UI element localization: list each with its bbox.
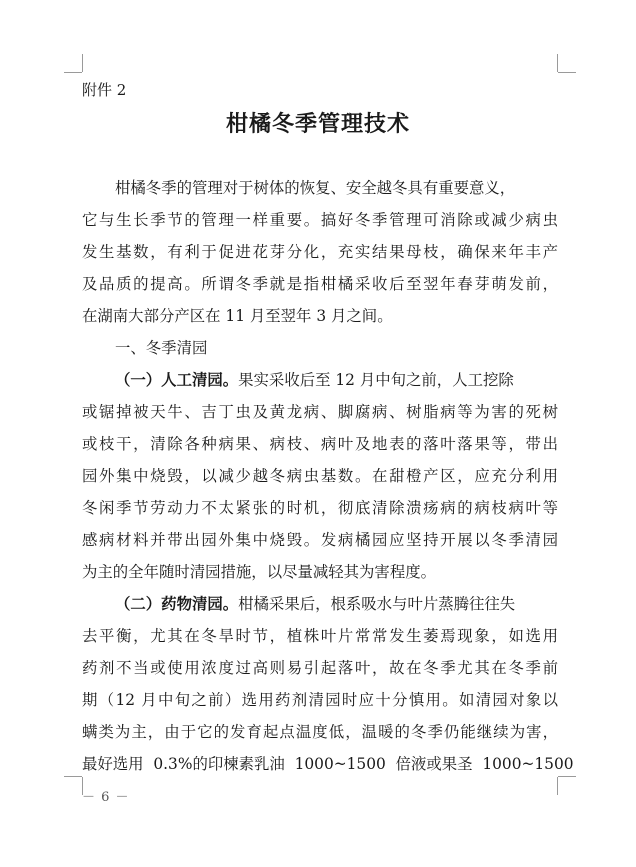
section-heading: 一、冬季清园 bbox=[115, 339, 208, 357]
subsection-2-line: 期（12 月中旬之前）选用药剂清园时应十分慎用。如清园对象以 bbox=[82, 691, 558, 709]
subsection-2-line: 螨类为主，由于它的发育起点温度低，温暖的冬季仍能继续为害， bbox=[82, 723, 558, 741]
subsection-2-first-line bbox=[82, 594, 558, 616]
subsection-1-line: 或锯掉被天牛、吉丁虫及黄龙病、脚腐病、树脂病等为害的死树 bbox=[82, 403, 558, 421]
subsection-1-line: 园外集中烧毁，以减少越冬病虫基数。在甜橙产区，应充分利用 bbox=[82, 467, 558, 485]
intro-line: 它与生长季节的管理一样重要。搞好冬季管理可消除或减少病虫 bbox=[82, 211, 558, 229]
subsection-2-text: 柑橘采果后，根系吸水与叶片蒸腾往往失 bbox=[238, 595, 516, 613]
crop-mark-top-left-h bbox=[64, 72, 82, 73]
subsection-1-line: 为主的全年随时清园措施，以尽量减轻其为害程度。 bbox=[82, 563, 436, 581]
crop-mark-top-right-v bbox=[557, 54, 558, 72]
subsection-2-line: 药剂不当或使用浓度过高则易引起落叶，故在冬季尤其在冬季前 bbox=[82, 659, 558, 677]
subsection-1-line: 或枝干，清除各种病果、病枝、病叶及地表的落叶落果等，带出 bbox=[82, 435, 558, 453]
subsection-1-line: 冬闲季节劳动力不太紧张的时机，彻底清除溃疡病的病枝病叶等 bbox=[82, 499, 558, 517]
subsection-1-line: 感病材料并带出园外集中烧毁。发病橘园应坚持开展以冬季清园 bbox=[82, 531, 558, 549]
page-number: － 6 － bbox=[82, 790, 130, 805]
subsection-1-heading: （一）人工清园。 bbox=[115, 371, 239, 389]
crop-mark-top-left-v bbox=[82, 54, 83, 72]
crop-mark-bottom-right-h bbox=[558, 776, 576, 777]
subsection-1-text: 果实采收后至 12 月中旬之前，人工挖除 bbox=[238, 371, 514, 389]
subsection-1-first-line bbox=[82, 370, 558, 392]
annex-label: 附件 2 bbox=[82, 81, 127, 99]
document-title: 柑橘冬季管理技术 bbox=[225, 112, 410, 137]
subsection-2-line: 最好选用 0.3%的印楝素乳油 1000~1500 倍液或果圣 1000~1500 bbox=[82, 755, 574, 773]
subsection-2-line: 去平衡，尤其在冬旱时节，植株叶片常常发生萎焉现象，如选用 bbox=[82, 627, 558, 645]
crop-mark-top-right-h bbox=[558, 72, 576, 73]
intro-line: 在湖南大部分产区在 11 月至翌年 3 月之间。 bbox=[82, 307, 393, 325]
subsection-2-heading: （二）药物清园。 bbox=[115, 595, 239, 613]
crop-mark-bottom-left-h bbox=[64, 776, 82, 777]
intro-line: 柑橘冬季的管理对于树体的恢复、安全越冬具有重要意义， bbox=[115, 179, 516, 197]
intro-line: 及品质的提高。所谓冬季就是指柑橘采收后至翌年春芽萌发前， bbox=[82, 275, 558, 293]
intro-line: 发生基数，有利于促进花芽分化，充实结果母枝，确保来年丰产 bbox=[82, 243, 558, 261]
crop-mark-bottom-right-v bbox=[557, 777, 558, 795]
